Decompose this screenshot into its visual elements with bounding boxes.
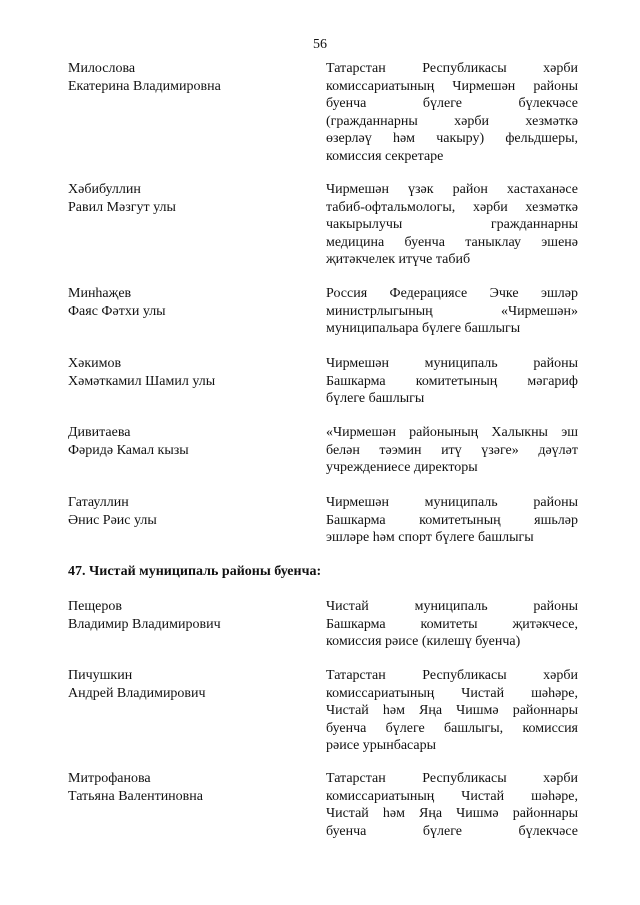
position-line: Татарстан Республикасы хәрби [326, 668, 578, 683]
list-item [68, 355, 578, 411]
person-position [326, 285, 578, 338]
position-line: комиссариатының Чистай шәһәре, [326, 685, 578, 701]
person-name [68, 181, 298, 216]
person-name [68, 355, 298, 390]
position-line: Чистай һәм Яңа Чишмә районнары [326, 806, 578, 821]
person-position [326, 494, 578, 547]
person-given-name: Андрей Владимирович [68, 685, 206, 701]
position-line: Чирмешән үзәк район хастаханәсе [326, 182, 578, 197]
list-item [68, 285, 578, 341]
person-surname: Пичушкин [68, 668, 133, 683]
person-position [326, 424, 578, 477]
position-line: комиссия рәисе (килешү буенча) [326, 634, 521, 649]
position-line: буенча бүлеге бүлекчәсе [326, 96, 578, 111]
person-given-name: Фәридә Камал кызы [68, 442, 189, 458]
person-surname: Хәкимов [68, 356, 122, 371]
person-name [68, 285, 298, 320]
position-line: җитәкчелек итүче табиб [326, 252, 471, 267]
position-line: Чирмешән муниципаль районы [326, 495, 578, 510]
position-line: рәисе урынбасары [326, 738, 437, 753]
position-line: комиссия секретаре [326, 148, 444, 164]
position-line: учреждениесе директоры [326, 460, 478, 475]
list-item [68, 424, 578, 480]
person-given-name: Равил Мәзгут улы [68, 199, 176, 215]
position-line: Татарстан Республикасы хәрби [326, 771, 578, 786]
person-position [326, 355, 578, 408]
person-surname: Дивитаева [68, 425, 131, 440]
position-line: чакырылучы гражданнарны [326, 217, 578, 232]
person-surname: Хәбибуллин [68, 182, 141, 197]
list-item [68, 770, 578, 844]
person-position [326, 770, 578, 840]
person-name [68, 667, 298, 702]
person-given-name: Фаяс Фәтхи улы [68, 303, 166, 319]
position-line: муниципальара бүлеге башлыгы [326, 321, 521, 336]
page-number: 56 [313, 37, 327, 52]
person-surname: Пещеров [68, 599, 122, 614]
section-heading: 47. Чистай муниципаль районы буенча: [68, 564, 322, 579]
person-name [68, 60, 298, 95]
position-line: Россия Федерациясе Эчке эшләр [326, 286, 578, 301]
position-line: министрлыгының «Чирмешән» [326, 303, 578, 319]
list-item [68, 667, 578, 759]
person-name [68, 494, 298, 529]
list-item [68, 181, 578, 273]
person-position [326, 667, 578, 755]
position-line: табиб-офтальмологы, хәрби хезмәткә [326, 199, 578, 215]
position-line: буенча бүлеге башлыгы, комиссия [326, 720, 578, 736]
position-line: Башкарма комитетының яшьләр [326, 512, 578, 528]
person-name [68, 598, 298, 633]
position-line: медицина буенча таныклау эшенә [326, 234, 578, 250]
person-surname: Гатауллин [68, 495, 129, 510]
person-given-name: Әнис Рәис улы [68, 512, 157, 528]
position-line: (гражданнарны хәрби хезмәткә [326, 113, 578, 129]
person-given-name: Хәмәткамил Шамил улы [68, 373, 216, 389]
person-name [68, 770, 298, 805]
position-line: Башкарма комитетының мәгариф [326, 373, 578, 389]
person-given-name: Екатерина Владимировна [68, 78, 221, 94]
position-line: өзерләү һәм чакыру) фельдшеры, [326, 131, 578, 146]
list-item [68, 60, 578, 170]
position-line: Татарстан Республикасы хәрби [326, 61, 578, 76]
person-name [68, 424, 298, 459]
person-given-name: Татьяна Валентиновна [68, 788, 203, 804]
person-surname: Милослова [68, 61, 136, 76]
position-line: «Чирмешән районының Халыкны эш [326, 425, 578, 440]
position-line: буенча бүлеге бүлекчәсе [326, 823, 578, 839]
person-position [326, 60, 578, 165]
position-line: Башкарма комитеты җитәкчесе, [326, 616, 578, 632]
position-line: комиссариатының Чистай шәһәре, [326, 788, 578, 804]
position-line: Чистай муниципаль районы [326, 599, 578, 614]
person-position [326, 598, 578, 651]
position-line: Чирмешән муниципаль районы [326, 356, 578, 371]
list-item [68, 598, 578, 654]
list-item [68, 494, 578, 550]
person-position [326, 181, 578, 269]
position-line: бүлеге башлыгы [326, 391, 425, 406]
person-surname: Минһаҗев [68, 286, 132, 301]
position-line: комиссариатының Чирмешән районы [326, 78, 578, 94]
position-line: Чистай һәм Яңа Чишмә районнары [326, 703, 578, 718]
person-surname: Митрофанова [68, 771, 151, 786]
position-line: белән тәэмин итү үзәге» дәүләт [326, 442, 578, 458]
position-line: эшләре һәм спорт бүлеге башлыгы [326, 530, 534, 545]
person-given-name: Владимир Владимирович [68, 616, 221, 632]
